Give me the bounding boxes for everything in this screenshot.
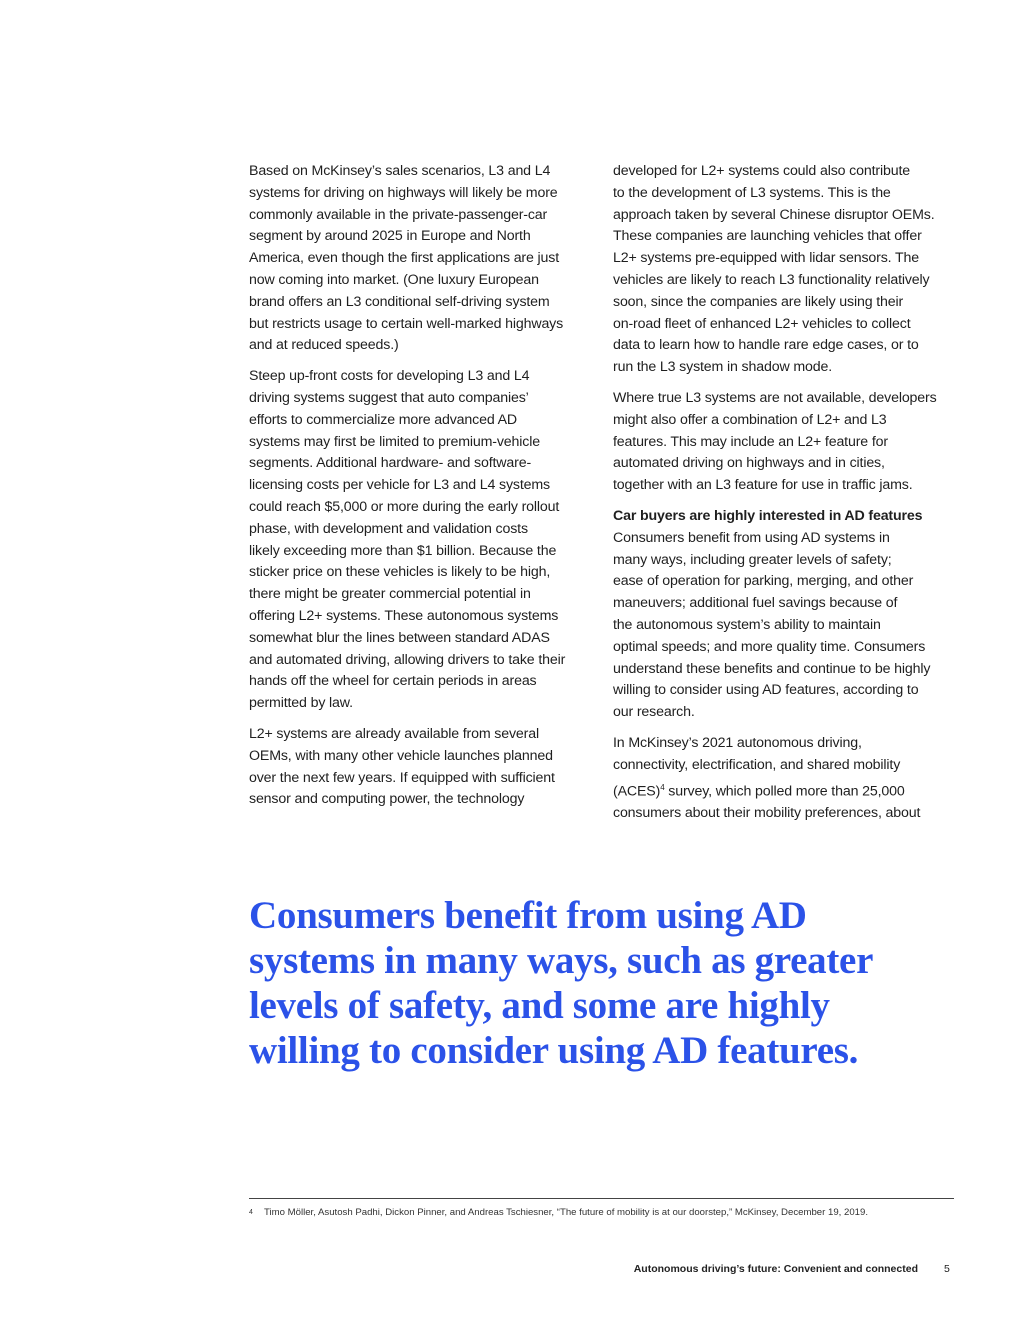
body-paragraph: Based on McKinsey’s sales scenarios, L3 and L4 systems for driving on highways will likely be more commonly available in the private-passenger-car segment by around 2025 in Europe and North America, even though the first applications are just now coming into market. (One luxury European brand offers an L3 conditional self-driving system but restricts usage to certain well-marked highways and at reduced speeds.) — [249, 163, 564, 354]
right-column — [613, 161, 959, 834]
body-paragraph: Steep up-front costs for developing L3 and L4 driving systems suggest that auto companies’ efforts to commercialize more advanced AD systems may first be limited to premium-vehicle segments. Additional hardware- and software- licensing costs per vehicle for L3 and L4 systems could reach $5,000 or more during the early rollout phase, with development and validation costs likely exceeding more than $1 billion. Because the sticker price on these vehicles is likely to be high, there might be greater commercial potential in offering L2+ systems. These autonomous systems somewhat blur the lines between standard ADAS and automated driving, allowing drivers to take their hands off the wheel for certain periods in areas permitted by law. — [249, 368, 566, 712]
running-footer-title: Autonomous driving’s future: Convenient and connected — [633, 1263, 918, 1275]
body-paragraph: developed for L2+ systems could also contribute to the development of L3 systems. This is the approach taken by several Chinese disruptor OEMs. These companies are launching vehicles that offer L2+ systems pre-equipped with lidar sensors. The vehicles are likely to reach L3 functionality relatively soon, since the companies are likely using their on-road fleet of enhanced L2+ vehicles to collect data to learn how to handle rare edge cases, or to run the L3 system in shadow mode. — [613, 163, 935, 376]
body-text: survey, which polled more than 25,000 consumers about their mobility preferences, about — [613, 783, 921, 822]
footnote — [249, 1206, 954, 1220]
section-paragraph — [613, 506, 959, 724]
page-number: 5 — [944, 1263, 950, 1275]
footnote-number: 4 — [249, 1209, 253, 1216]
section-subheading: Car buyers are highly interested in AD features — [613, 507, 923, 524]
left-column — [249, 161, 597, 820]
body-paragraph: Where true L3 systems are not available, developers might also offer a combination of L2+ and L3 features. This may include an L2+ feature for automated driving on highways and in cities, together with an L3 feature for use in traffic jams. — [613, 389, 937, 494]
body-paragraph — [613, 733, 959, 825]
body-text: Consumers benefit from using AD systems in many ways, including greater levels of safety; ease of operation for parking, merging, and other maneuvers; additional fuel savings because of the autonomous system’s ability to maintain optimal speeds; and more quality time. Consumers understand these benefits and continue to be highly willing to consider using AD features, according to our research. — [613, 529, 931, 721]
footnote-text: Timo Möller, Asutosh Padhi, Dickon Pinner, and Andreas Tschiesner, “The future of mobility is at our doorstep,” McKinsey, December 19, 2019. — [264, 1207, 868, 1218]
footnote-divider — [249, 1198, 954, 1199]
body-paragraph: L2+ systems are already available from several OEMs, with many other vehicle launches planned over the next few years. If equipped with sufficient sensor and computing power, the technology — [249, 725, 555, 808]
footnote-reference[interactable]: 4 — [660, 782, 665, 792]
pull-quote: Consumers benefit from using AD systems in many ways, such as greater levels of safety, and some are highly willing to consider using AD features. — [249, 894, 874, 1072]
body-text: In McKinsey’s 2021 autonomous driving, connectivity, electrification, and shared mobility (ACES) — [613, 734, 901, 800]
